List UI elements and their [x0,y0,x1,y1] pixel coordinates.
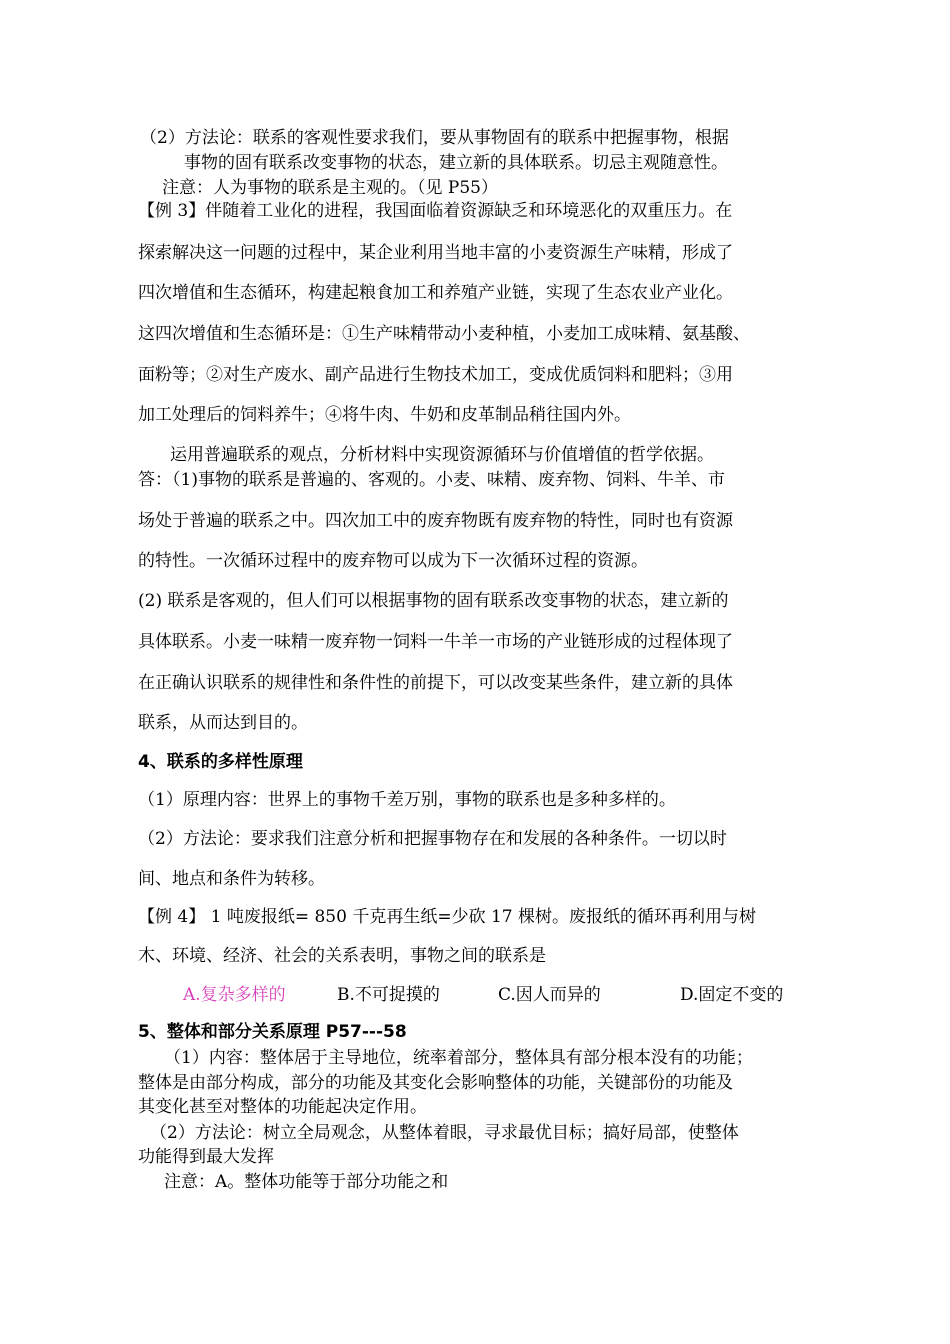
text-line: 间、地点和条件为转移。 [138,869,325,889]
text-line: 运用普遍联系的观点，分析材料中实现资源循环与价值增值的哲学依据。 [170,445,714,465]
text-line: 面粉等；②对生产废水、副产品进行生物技术加工，变成优质饲料和肥料；③用 [138,365,733,385]
text-line: 加工处理后的饲料养牛；④将牛肉、牛奶和皮革制品稍往国内外。 [138,405,631,425]
text-line: 四次增值和生态循环，构建起粮食加工和养殖产业链，实现了生态农业产业化。 [138,283,733,303]
text-line: 【例 3】伴随着工业化的进程，我国面临着资源缺乏和环境恶化的双重压力。在 [138,201,733,221]
text-line: (2) 联系是客观的，但人们可以根据事物的固有联系改变事物的状态，建立新的 [138,591,729,611]
text-line: 探索解决这一问题的过程中，某企业利用当地丰富的小麦资源生产味精，形成了 [138,243,733,263]
choice-b: B.不可捉摸的 [337,985,440,1005]
text-line: 注意：人为事物的联系是主观的。（见 P55） [162,178,498,198]
text-line: 这四次增值和生态循环是：①生产味精带动小麦种植，小麦加工成味精、氨基酸、 [138,324,750,344]
text-line: 联系，从而达到目的。 [138,713,308,733]
choice-c: C.因人而异的 [498,985,601,1005]
text-line: 木、环境、经济、社会的关系表明，事物之间的联系是 [138,946,546,966]
text-line: 在正确认识联系的规律性和条件性的前提下，可以改变某些条件，建立新的具体 [138,673,733,693]
section-heading: 4、联系的多样性原理 [138,752,303,772]
text-line: （1）原理内容：世界上的事物千差万别，事物的联系也是多种多样的。 [138,790,676,810]
text-line: 答：（1)事物的联系是普遍的、客观的。小麦、味精、废弃物、饲料、牛羊、市 [138,470,725,490]
section-heading: 5、整体和部分关系原理 P57---58 [138,1022,407,1042]
choice-d: D.固定不变的 [680,985,784,1005]
text-line: 具体联系。小麦一味精一废弃物一饲料一牛羊一市场的产业链形成的过程体现了 [138,632,733,652]
text-line: （2）方法论：联系的客观性要求我们，要从事物固有的联系中把握事物，根据 [140,128,729,148]
text-line: 其变化甚至对整体的功能起决定作用。 [138,1097,427,1117]
text-line: 的特性。一次循环过程中的废弃物可以成为下一次循环过程的资源。 [138,551,648,571]
text-line: （2）方法论：树立全局观念，从整体着眼，寻求最优目标；搞好局部，使整体 [150,1123,739,1143]
text-line: 注意：A。整体功能等于部分功能之和 [164,1172,449,1192]
choice-a: A.复杂多样的 [183,985,286,1005]
text-line: 整体是由部分构成，部分的功能及其变化会影响整体的功能，关键部份的功能及 [138,1073,733,1093]
text-line: （1）内容：整体居于主导地位，统率着部分，整体具有部分根本没有的功能； [164,1048,753,1068]
text-line: （2）方法论：要求我们注意分析和把握事物存在和发展的各种条件。一切以时 [138,829,727,849]
text-line: 事物的固有联系改变事物的状态，建立新的具体联系。切忌主观随意性。 [184,153,728,173]
text-line: 【例 4】 1 吨废报纸= 850 千克再生纸=少砍 17 棵树。废报纸的循环再利用与树 [138,907,757,927]
text-line: 场处于普遍的联系之中。四次加工中的废弃物既有废弃物的特性，同时也有资源 [138,511,733,531]
text-line: 功能得到最大发挥 [138,1147,274,1167]
